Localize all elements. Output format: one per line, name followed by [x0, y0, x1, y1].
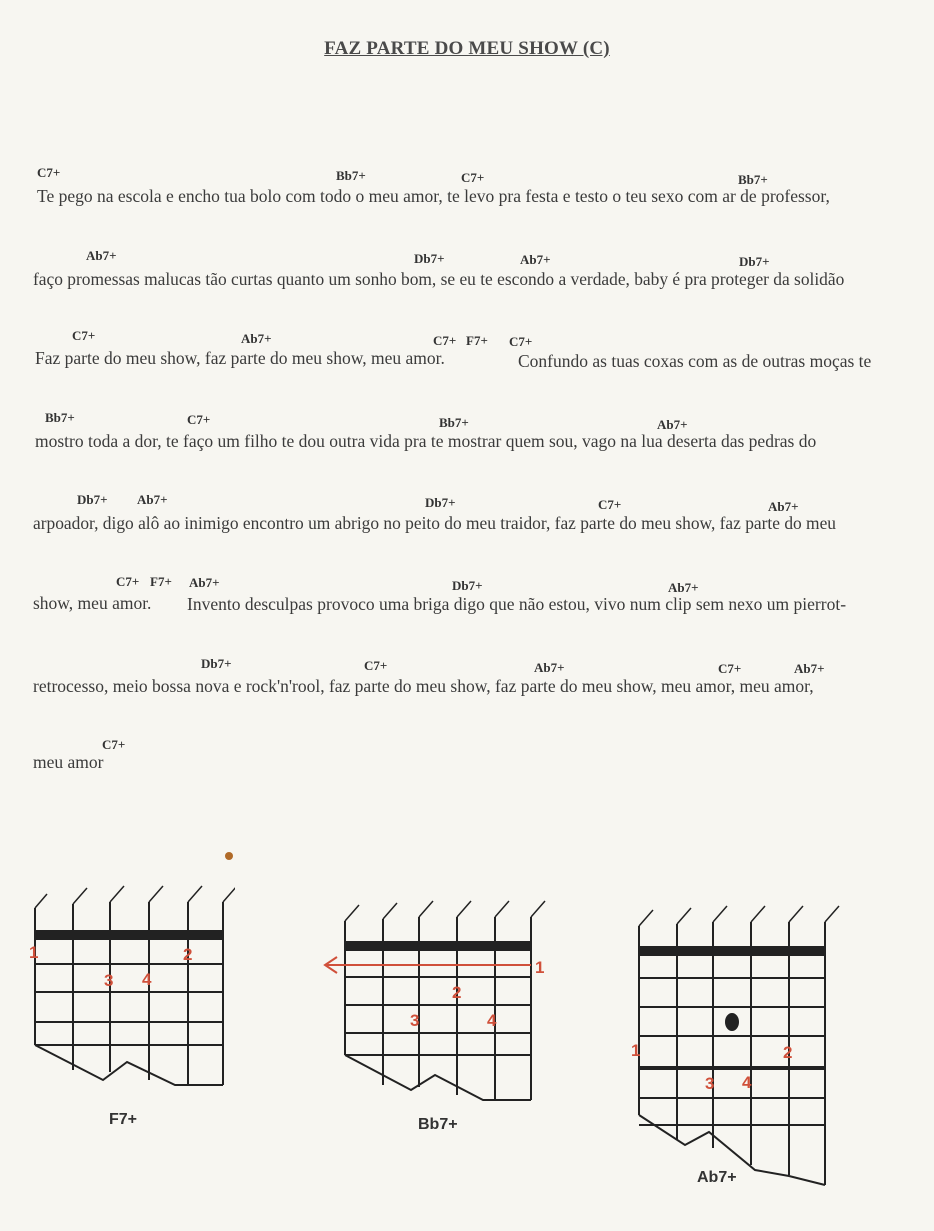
lyric-line: faço promessas malucas tão curtas quanto um sonho bom, se eu te escondo a verdade, baby é pra proteger da solidão [33, 269, 845, 289]
chord: Ab7+ [241, 331, 272, 346]
chord: Ab7+ [86, 248, 117, 263]
chord: Ab7+ [657, 417, 688, 432]
lyric-line: Invento desculpas provoco uma briga digo que não estou, vivo num clip sem nexo um pierrot- [187, 594, 847, 614]
lyric-line: Confundo as tuas coxas com as de outras moças te [518, 351, 872, 371]
chord: Db7+ [201, 656, 232, 671]
finger-label: 3 [705, 1074, 715, 1093]
chord: Db7+ [452, 578, 483, 593]
lyric-line: meu amor [33, 752, 104, 772]
chord: F7+ [150, 574, 172, 589]
chord: Db7+ [739, 254, 770, 269]
chord: Bb7+ [45, 410, 75, 425]
chord: Bb7+ [738, 172, 768, 187]
chord: C7+ [509, 334, 533, 349]
chord: Ab7+ [137, 492, 168, 507]
chord: Db7+ [414, 251, 445, 266]
lyric-line: Faz parte do meu show, faz parte do meu show, meu amor. [35, 348, 445, 368]
chord: C7+ [461, 170, 485, 185]
finger-label: 1 [29, 943, 39, 962]
chord: Ab7+ [768, 499, 799, 514]
chord-diagram-bb7 [315, 895, 555, 1115]
finger-label: 4 [142, 970, 152, 989]
song-title: FAZ PARTE DO MEU SHOW (C) [324, 38, 610, 59]
finger-label: 2 [183, 945, 193, 964]
chord-diagram-f7 [25, 880, 235, 1090]
chord: Bb7+ [439, 415, 469, 430]
finger-label: 4 [742, 1073, 752, 1092]
lyric-line: mostro toda a dor, te faço um filho te dou outra vida pra te mostrar quem sou, vago na lua deserta das pedras do [35, 431, 817, 451]
finger-label: 3 [104, 971, 114, 990]
chord: C7+ [364, 658, 388, 673]
lyric-line: arpoador, digo alô ao inimigo encontro um abrigo no peito do meu traidor, faz parte do meu show, faz parte do meu [33, 513, 836, 533]
finger-label: 1 [631, 1041, 641, 1060]
chord: Db7+ [77, 492, 108, 507]
finger-label: 3 [410, 1011, 420, 1030]
lyric-line: show, meu amor. [33, 593, 152, 613]
chord: C7+ [433, 333, 457, 348]
finger-label: 4 [487, 1011, 497, 1030]
lyric-line: retrocesso, meio bossa nova e rock'n'rool, faz parte do meu show, faz parte do meu show, meu amor, meu amor, [33, 676, 814, 696]
finger-label: 2 [452, 983, 462, 1002]
chord: Ab7+ [520, 252, 551, 267]
chord: Ab7+ [794, 661, 825, 676]
chord: Ab7+ [189, 575, 220, 590]
chord: C7+ [102, 737, 126, 752]
chord: Ab7+ [534, 660, 565, 675]
chord: C7+ [718, 661, 742, 676]
finger-label: 1 [535, 958, 545, 977]
chord: C7+ [187, 412, 211, 427]
diagram-label: Bb7+ [418, 1116, 458, 1133]
chord: Bb7+ [336, 168, 366, 183]
diagram-label: Ab7+ [697, 1169, 737, 1186]
fret-dot [725, 1013, 739, 1031]
chord: C7+ [116, 574, 140, 589]
lyric-line: Te pego na escola e encho tua bolo com todo o meu amor, te levo pra festa e testo o teu sexo com ar de professor, [37, 186, 830, 206]
chord: F7+ [466, 333, 488, 348]
diagram-label: F7+ [109, 1111, 138, 1128]
finger-label: 2 [783, 1043, 793, 1062]
chord: Db7+ [425, 495, 456, 510]
chord-diagram-ab7 [625, 900, 855, 1190]
chord: C7+ [72, 328, 96, 343]
chord: C7+ [37, 165, 61, 180]
chord: Ab7+ [668, 580, 699, 595]
ink-spot [225, 852, 233, 860]
chord: C7+ [598, 497, 622, 512]
